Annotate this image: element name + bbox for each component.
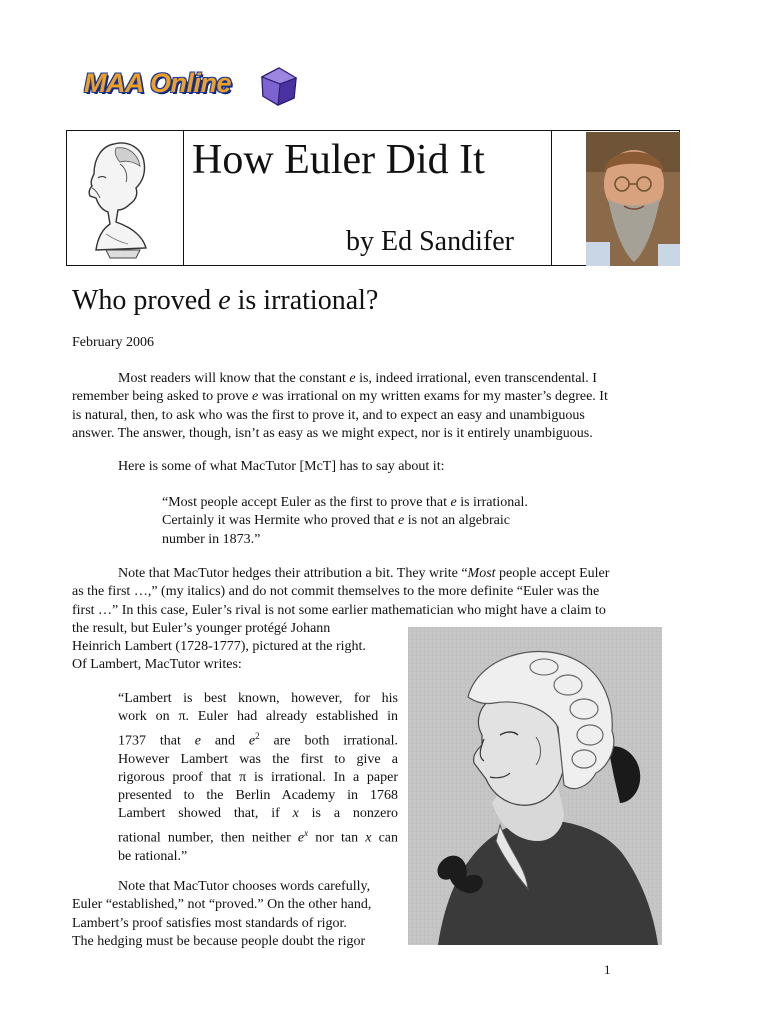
text-line: Note that MacTutor hedges their attribution a bit. They write “Most people accept Euler xyxy=(118,566,610,581)
text-line: Of Lambert, MacTutor writes: xyxy=(72,657,242,673)
text-line: Here is some of what MacTutor [McT] has to say about it: xyxy=(118,459,445,474)
block-quote-2 xyxy=(118,690,398,866)
author-photo xyxy=(586,132,680,266)
text-line: “Most people accept Euler as the first to prove that e is irrational. xyxy=(162,495,528,510)
byline: by Ed Sandifer xyxy=(346,226,514,257)
text-line: number in 1873.” xyxy=(162,531,261,547)
text-line: as the first …,” (my italics) and do not commit themselves to the more definite “Euler was the xyxy=(72,584,600,600)
text-line: Note that MacTutor chooses words carefully, xyxy=(118,879,371,894)
text-line: However Lambert was the first to give a xyxy=(118,751,398,767)
euler-portrait xyxy=(76,138,156,260)
text-line: first …” In this case, Euler’s rival is not some earlier mathematician who might have a claim to xyxy=(72,602,606,618)
text-line: rigorous proof that π is irrational. In a paper xyxy=(118,769,398,785)
header-divider-left xyxy=(183,131,184,265)
text-line: rational number, then neither $e^x$ nor tan x can xyxy=(118,827,399,846)
text-line: presented to the Berlin Academy in 1768 xyxy=(118,788,398,804)
paragraph-2 xyxy=(72,458,444,476)
text-line: “Lambert is best known, however, for his xyxy=(118,691,398,706)
lambert-portrait xyxy=(408,627,662,945)
text-line: remember being asked to prove e was irrational on my written exams for my master’s degree. It xyxy=(72,389,608,405)
text-line: is natural, then, to ask who was the first to prove it, and to expect an easy and unambiguous xyxy=(72,407,585,423)
section-heading: Who proved e is irrational? xyxy=(72,285,379,316)
date: February 2006 xyxy=(72,335,155,350)
text-line: Euler “established,” not “proved.” On the other hand, xyxy=(72,897,372,913)
paragraph-1 xyxy=(72,370,608,443)
text-line: the result, but Euler’s younger protégé Johann xyxy=(72,620,331,636)
polyhedron-icon xyxy=(258,66,300,106)
text-line: The hedging must be because people doubt the rigor xyxy=(72,933,366,949)
text-line: Certainly it was Hermite who proved that e is not an algebraic xyxy=(162,513,510,529)
text-line: Lambert’s proof satisfies most standards of rigor. xyxy=(72,915,347,931)
text-line: Most readers will know that the constant e is, indeed irrational, even transcendental. I xyxy=(118,371,597,386)
maa-online-logo[interactable] xyxy=(84,66,304,110)
header-divider-right xyxy=(551,131,552,265)
paragraph-4 xyxy=(72,878,371,951)
text-line: Heinrich Lambert (1728-1777), pictured at the right. xyxy=(72,639,366,655)
text-line: work on π. Euler had already established in xyxy=(118,709,398,725)
text-line: answer. The answer, though, isn’t as easy as we might expect, nor is it entirely unambiguous. xyxy=(72,425,593,441)
article-title: How Euler Did It xyxy=(192,137,485,183)
text-line: Lambert showed that, if x is a nonzero xyxy=(118,806,398,822)
page-number: 1 xyxy=(604,962,611,977)
block-quote-1 xyxy=(162,494,528,549)
text-line: 1737 that e and $e^2$ are both irrational. xyxy=(118,730,399,749)
logo-text: MAA Online xyxy=(84,68,231,98)
text-line: be rational.” xyxy=(118,848,188,864)
